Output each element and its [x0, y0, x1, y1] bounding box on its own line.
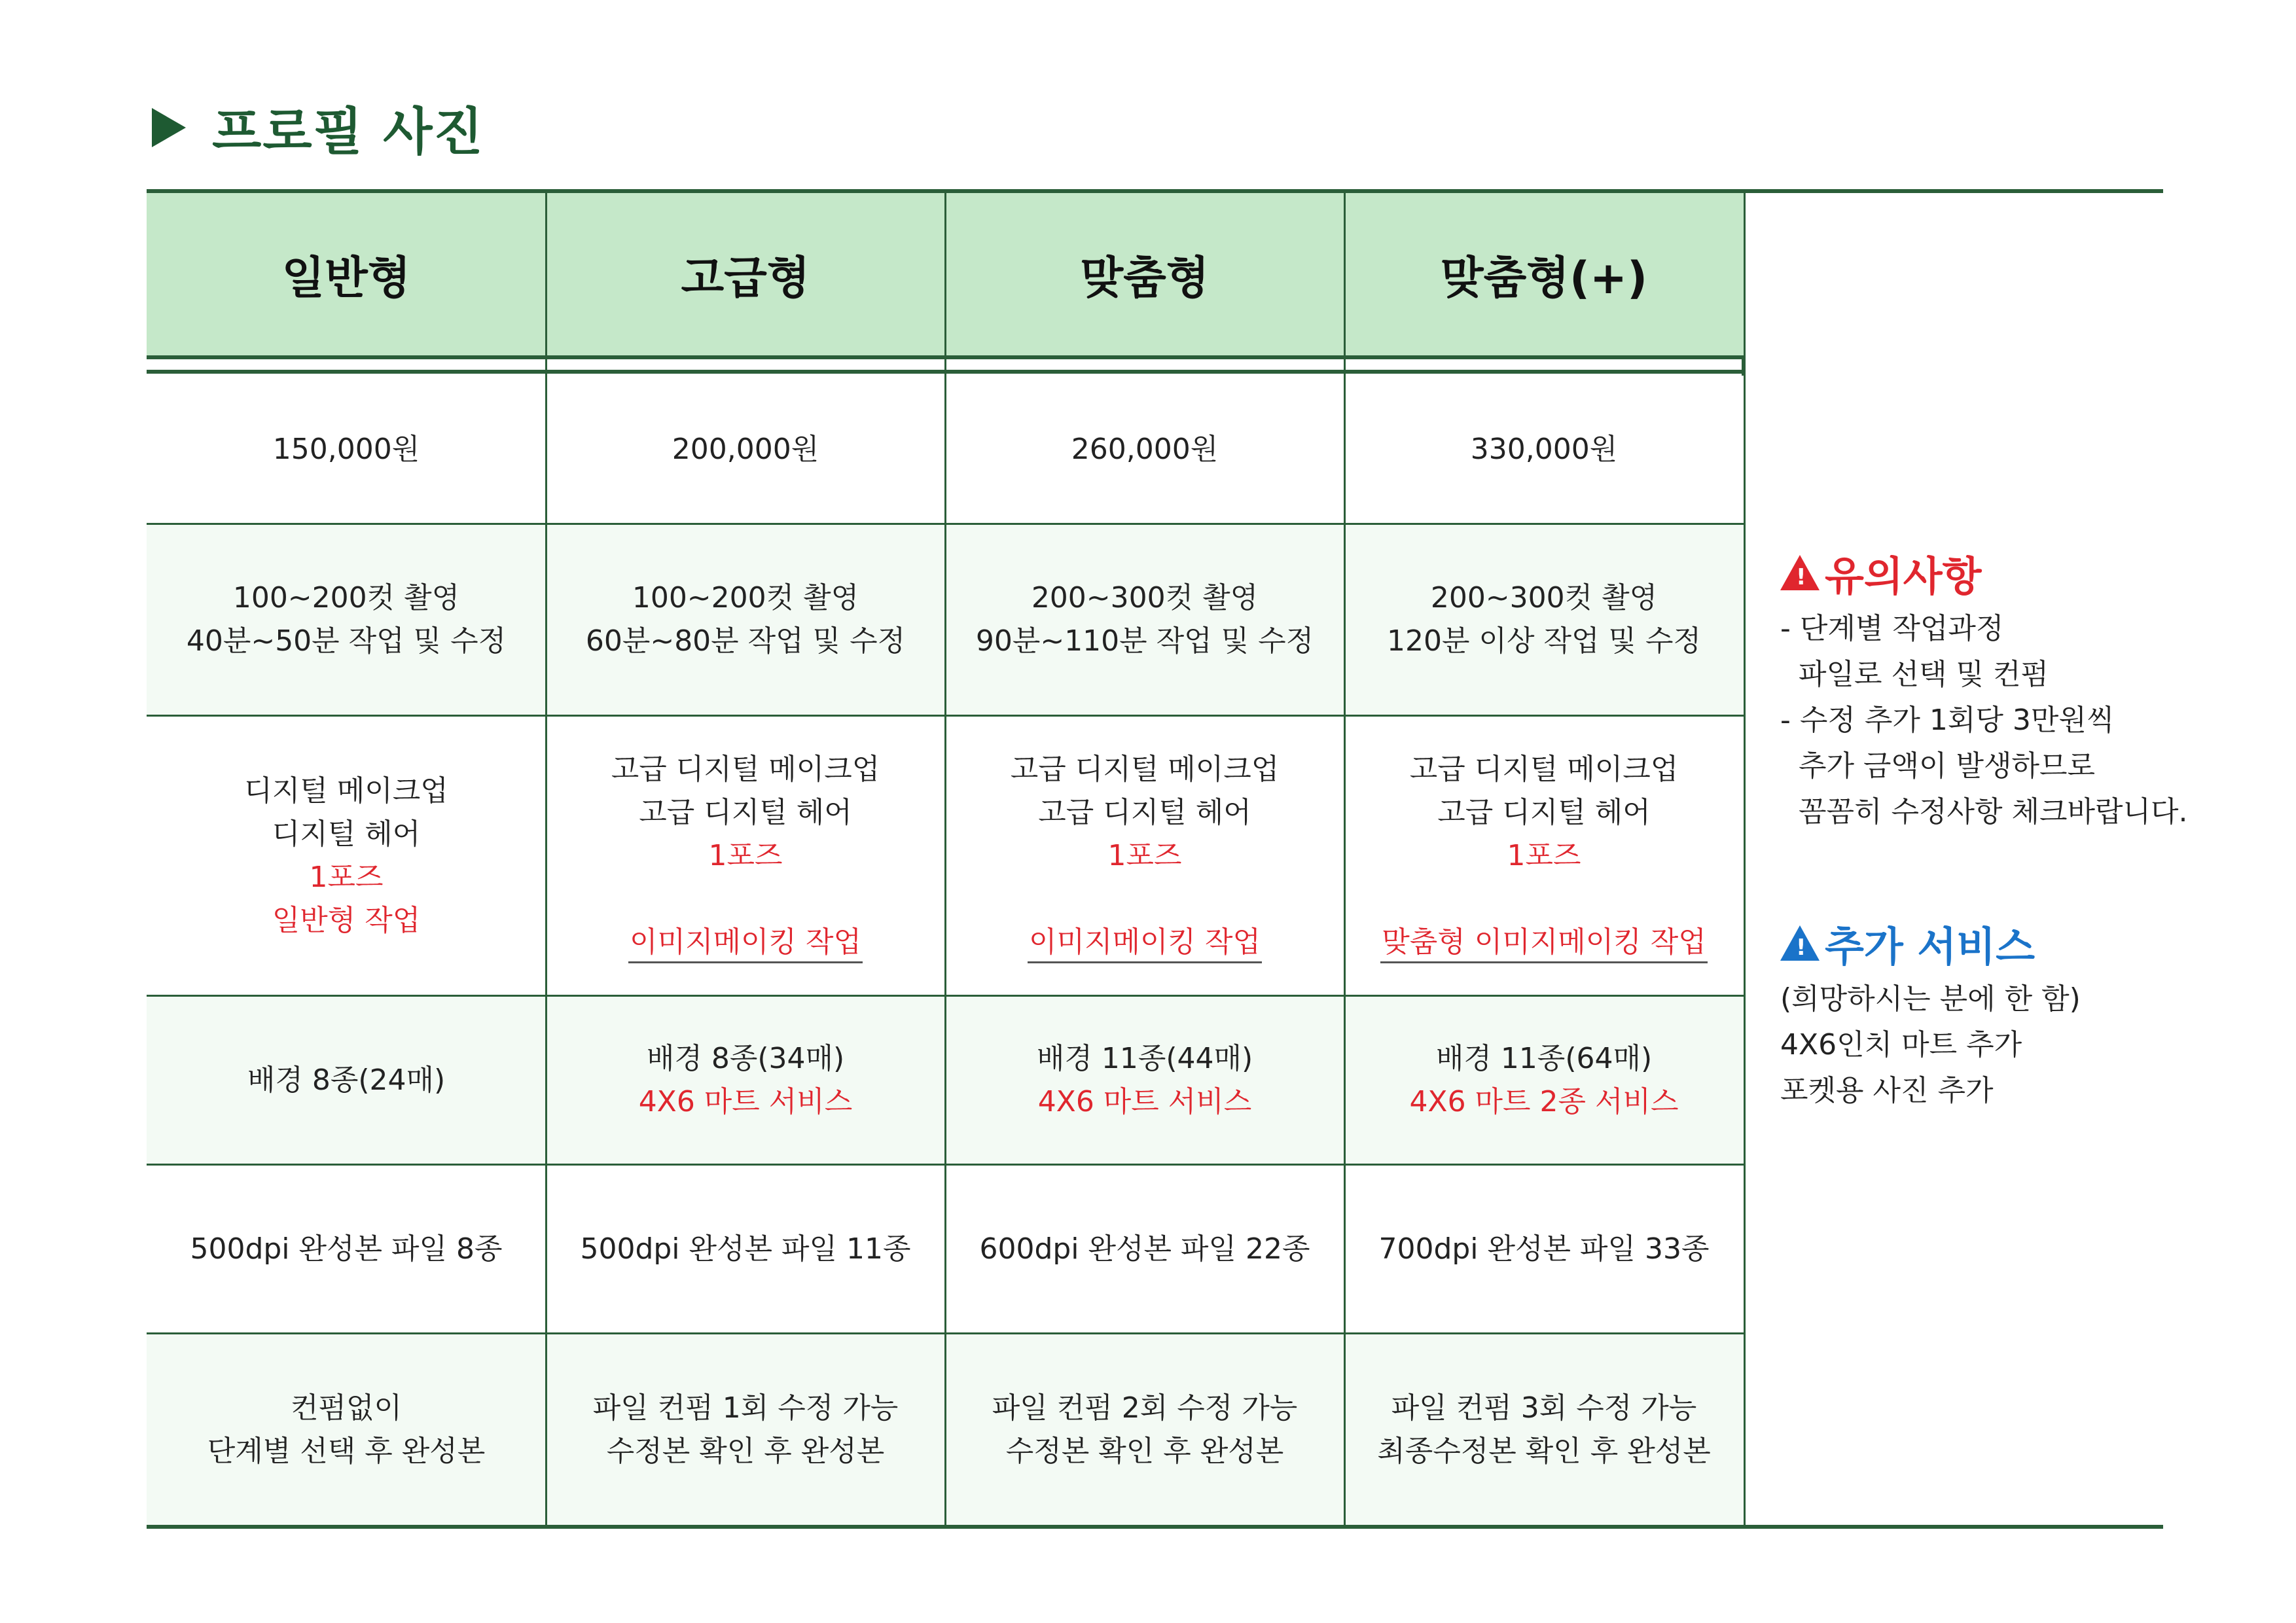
pose-count: 1포즈 — [1107, 838, 1182, 872]
plan-header — [147, 193, 546, 355]
confirm-line: 수정본 확인 후 완성본 — [606, 1434, 885, 1468]
makeup-line: 고급 디지털 헤어 — [1038, 795, 1251, 829]
confirm-line: 컨펌없이 — [290, 1391, 402, 1425]
plan-confirm — [546, 1334, 945, 1525]
shoot-line: 200~300컷 촬영 — [1031, 581, 1259, 615]
plan-shoot-text — [976, 577, 1314, 663]
plan-header — [546, 193, 945, 355]
column-divider — [545, 189, 547, 1529]
caution-line: - 단계별 작업과정 — [1780, 612, 2004, 645]
confirm-line: 수정본 확인 후 완성본 — [1005, 1434, 1284, 1468]
plan-confirm — [1344, 1334, 1744, 1525]
service-line: (희망하시는 분에 한 함) — [1780, 982, 2081, 1016]
plan-column — [147, 189, 546, 1529]
plan-column — [945, 189, 1344, 1529]
row-divider — [147, 1164, 1744, 1166]
row-divider — [147, 370, 1744, 374]
warning-triangle-icon: ! — [1780, 555, 1820, 590]
spacer — [611, 878, 880, 921]
plan-background — [546, 997, 945, 1164]
plan-confirm-text — [992, 1387, 1297, 1473]
plan-confirm-text — [207, 1387, 486, 1473]
shoot-line: 60분~80분 작업 및 수정 — [585, 624, 906, 658]
pose-count: 1포즈 — [309, 860, 384, 894]
plan-background-text — [1409, 1037, 1678, 1124]
shoot-line: 40분~50분 작업 및 수정 — [186, 624, 507, 658]
shoot-line: 100~200컷 촬영 — [632, 581, 859, 615]
row-divider — [147, 995, 1744, 997]
plan-name: 일반형 — [281, 252, 411, 304]
plan-files — [1344, 1166, 1744, 1332]
plan-makeup — [1344, 717, 1744, 995]
plan-price — [546, 376, 945, 523]
plan-makeup — [945, 717, 1344, 995]
warning-triangle-icon: ! — [1780, 925, 1820, 961]
plan-price — [945, 376, 1344, 523]
background-count: 배경 11종(44매) — [1036, 1041, 1253, 1075]
price-value: 260,000원 — [1071, 432, 1219, 466]
plan-files-text — [190, 1228, 502, 1271]
background-count: 배경 8종(24매) — [247, 1063, 446, 1097]
confirm-line: 단계별 선택 후 완성본 — [207, 1434, 486, 1468]
makeup-line: 고급 디지털 메이크업 — [1010, 752, 1280, 786]
plan-makeup-text — [1380, 748, 1708, 964]
plan-shoot-text — [586, 577, 905, 663]
makeup-line: 디지털 헤어 — [272, 817, 421, 851]
plan-column — [1344, 189, 1744, 1529]
plan-makeup-text — [611, 748, 880, 964]
plan-makeup-text — [244, 770, 448, 942]
caution-line: 추가 금액이 발생하므로 — [1799, 749, 2096, 783]
makeup-extra: 일반형 작업 — [272, 903, 421, 937]
service-line: 4X6인치 마트 추가 — [1780, 1028, 2022, 1061]
background-extra: 4X6 마트 서비스 — [638, 1084, 853, 1118]
row-divider — [147, 715, 1744, 717]
makeup-extra: 이미지메이킹 작업 — [628, 923, 863, 963]
files-count: 700dpi 완성본 파일 33종 — [1378, 1232, 1710, 1266]
plan-makeup — [546, 717, 945, 995]
shoot-line: 100~200컷 촬영 — [232, 581, 460, 615]
plan-column — [546, 189, 945, 1529]
confirm-line: 파일 컨펌 1회 수정 가능 — [592, 1391, 899, 1425]
plan-price — [147, 376, 546, 523]
makeup-line: 디지털 메이크업 — [244, 774, 448, 808]
plan-shoot — [1344, 525, 1744, 715]
notes-panel — [1780, 543, 2278, 1114]
plan-price-text — [1071, 428, 1218, 471]
plan-files — [147, 1166, 546, 1332]
play-triangle-icon — [152, 108, 186, 147]
column-divider — [1344, 189, 1346, 1529]
plan-confirm — [945, 1334, 1344, 1525]
makeup-line: 고급 디지털 헤어 — [639, 795, 852, 829]
makeup-line: 고급 디지털 메이크업 — [611, 752, 880, 786]
plan-background-text — [247, 1059, 445, 1102]
spacer — [1011, 878, 1280, 921]
makeup-extra: 맞춤형 이미지메이킹 작업 — [1380, 923, 1708, 963]
plan-files-text — [1378, 1228, 1709, 1271]
files-count: 500dpi 완성본 파일 11종 — [580, 1232, 911, 1266]
caution-line: 꼼꼼히 수정사항 체크바랍니다. — [1799, 795, 2188, 829]
files-count: 600dpi 완성본 파일 22종 — [979, 1232, 1310, 1266]
plan-files-text — [979, 1228, 1310, 1271]
plan-name: 맞춤형 — [1080, 252, 1210, 304]
background-count: 배경 8종(34매) — [646, 1041, 845, 1075]
shoot-line: 90분~110분 작업 및 수정 — [975, 624, 1314, 658]
pricing-table — [147, 189, 1744, 1529]
pose-count: 1포즈 — [1507, 838, 1581, 872]
plan-background-text — [1037, 1037, 1253, 1124]
row-divider — [147, 523, 1744, 525]
makeup-extra-wrap — [1380, 921, 1708, 964]
plan-files — [945, 1166, 1344, 1332]
page-title — [152, 92, 484, 164]
plan-price-text — [273, 428, 420, 471]
confirm-line: 파일 컨펌 3회 수정 가능 — [1391, 1391, 1697, 1425]
service-title: 추가 서비스 — [1825, 922, 2036, 971]
plan-header — [945, 193, 1344, 355]
plan-files-text — [580, 1228, 910, 1271]
row-divider — [147, 355, 1744, 359]
service-heading — [1780, 914, 2278, 972]
page-title-text: 프로필 사진 — [212, 103, 484, 162]
plan-header — [1344, 193, 1744, 355]
caution-heading — [1780, 543, 2278, 602]
plan-shoot-text — [187, 577, 506, 663]
plan-background — [945, 997, 1344, 1164]
confirm-line: 최종수정본 확인 후 완성본 — [1377, 1434, 1711, 1468]
plan-price-text — [672, 428, 819, 471]
caution-line: - 수정 추가 1회당 3만원씩 — [1780, 704, 2115, 737]
plan-files — [546, 1166, 945, 1332]
makeup-line: 고급 디지털 메이크업 — [1409, 752, 1679, 786]
plan-confirm — [147, 1334, 546, 1525]
caution-title: 유의사항 — [1825, 552, 1982, 600]
price-value: 330,000원 — [1470, 432, 1618, 466]
makeup-extra: 이미지메이킹 작업 — [1028, 923, 1262, 963]
files-count: 500dpi 완성본 파일 8종 — [190, 1232, 503, 1266]
price-value: 200,000원 — [672, 432, 819, 466]
plan-name: 맞춤형(+) — [1440, 252, 1648, 304]
price-value: 150,000원 — [272, 432, 420, 466]
plan-background-text — [639, 1037, 853, 1124]
caution-line: 파일로 선택 및 컨펌 — [1799, 658, 2049, 691]
plan-price — [1344, 376, 1744, 523]
plan-name: 고급형 — [681, 252, 810, 304]
plan-background — [1344, 997, 1744, 1164]
spacer — [1380, 878, 1708, 921]
shoot-line: 200~300컷 촬영 — [1430, 581, 1658, 615]
confirm-line: 파일 컨펌 2회 수정 가능 — [992, 1391, 1298, 1425]
background-extra: 4X6 마트 2종 서비스 — [1409, 1084, 1679, 1118]
plan-shoot — [945, 525, 1344, 715]
shoot-line: 120분 이상 작업 및 수정 — [1387, 624, 1701, 658]
plan-price-text — [1471, 428, 1617, 471]
plan-makeup — [147, 717, 546, 995]
pose-count: 1포즈 — [708, 838, 783, 872]
makeup-line: 고급 디지털 헤어 — [1437, 795, 1651, 829]
plan-shoot — [546, 525, 945, 715]
service-line: 포켓용 사진 추가 — [1780, 1074, 1994, 1107]
plan-confirm-text — [593, 1387, 898, 1473]
makeup-extra-wrap — [1011, 921, 1280, 964]
background-extra: 4X6 마트 서비스 — [1037, 1084, 1252, 1118]
plan-background — [147, 997, 546, 1164]
background-count: 배경 11종(64매) — [1435, 1041, 1653, 1075]
plan-makeup-text — [1011, 748, 1280, 964]
makeup-extra-wrap — [611, 921, 880, 964]
plan-shoot — [147, 525, 546, 715]
plan-shoot-text — [1387, 577, 1701, 663]
plan-confirm-text — [1377, 1387, 1711, 1473]
column-divider — [944, 189, 946, 1529]
row-divider — [147, 1332, 1744, 1334]
